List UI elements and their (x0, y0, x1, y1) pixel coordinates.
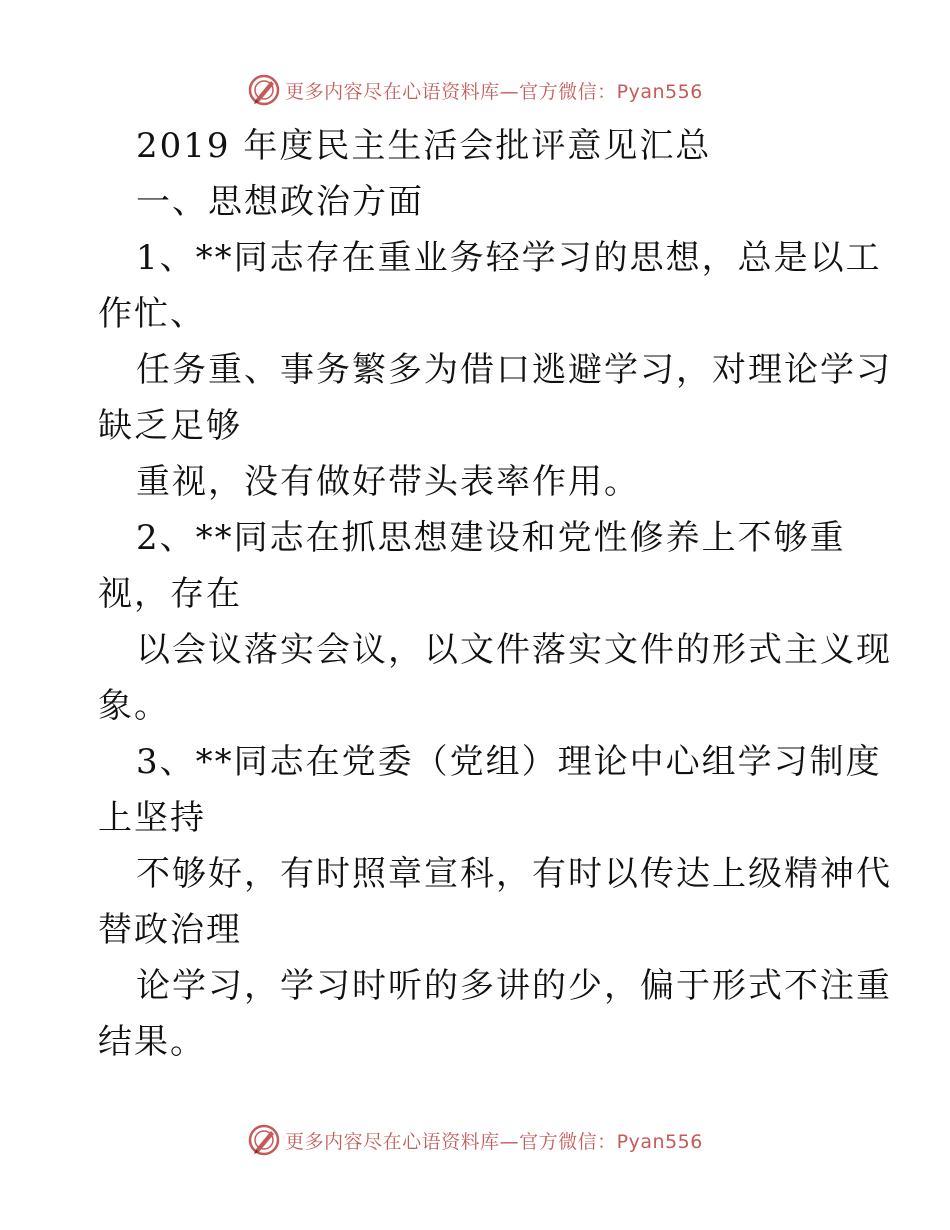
pen-logo-icon (247, 73, 281, 107)
footer-watermark (247, 1123, 703, 1157)
paragraph-line: 作忙、 (98, 294, 206, 334)
paragraph-line: 任务重、事务繁多为借口逃避学习，对理论学习 (136, 350, 892, 390)
paragraph-line: 重视，没有做好带头表率作用。 (136, 462, 640, 502)
document-title: 2019 年度民主生活会批评意见汇总 (136, 126, 712, 166)
paragraph-line: 缺乏足够 (98, 406, 242, 446)
paragraph-line: 3、**同志在党委（党组）理论中心组学习制度 (136, 742, 882, 782)
paragraph-line: 象。 (98, 686, 170, 726)
paragraph-line: 2、**同志在抓思想建设和党性修养上不够重 (136, 518, 846, 558)
header-watermark (247, 73, 703, 107)
section-heading: 一、思想政治方面 (136, 182, 424, 222)
paragraph-line: 不够好，有时照章宣科，有时以传达上级精神代 (136, 854, 892, 894)
watermark-text: 更多内容尽在心语资料库—官方微信：Pyan556 (285, 80, 703, 103)
paragraph-line: 论学习，学习时听的多讲的少，偏于形式不注重 (136, 966, 892, 1006)
paragraph-line: 以会议落实会议，以文件落实文件的形式主义现 (136, 630, 892, 670)
paragraph-line: 结果。 (98, 1022, 206, 1062)
footer-watermark-banner (0, 1120, 950, 1160)
header-watermark-banner (0, 70, 950, 110)
document-body (98, 118, 892, 1070)
paragraph-line: 替政治理 (98, 910, 242, 950)
paragraph-line: 上坚持 (98, 798, 206, 838)
paragraph-line: 1、**同志存在重业务轻学习的思想，总是以工 (136, 238, 882, 278)
watermark-text: 更多内容尽在心语资料库—官方微信：Pyan556 (285, 1130, 703, 1153)
pen-logo-icon (247, 1123, 281, 1157)
paragraph-line: 视，存在 (98, 574, 242, 614)
